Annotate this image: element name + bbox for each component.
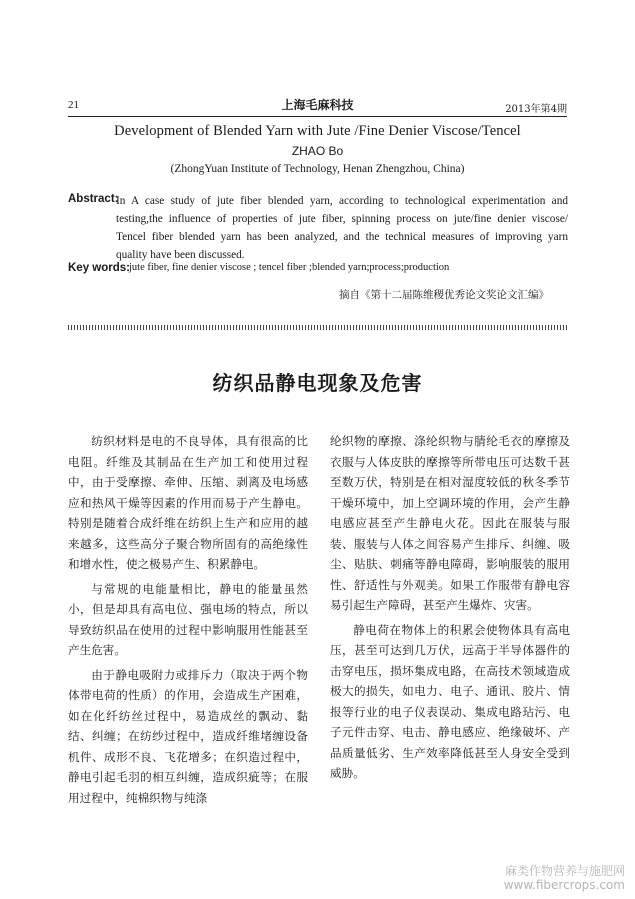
watermark-url: www.fibercrops.com [503, 878, 625, 892]
english-affiliation: (ZhongYuan Institute of Technology, Henan Zhengzhou, China) [170, 163, 465, 175]
left-column [68, 431, 308, 812]
abstract-text [116, 192, 568, 264]
right-column [330, 431, 570, 788]
abstract-label: Abstract: [68, 193, 119, 205]
header-rule [68, 116, 567, 117]
page-number: 21 [68, 99, 79, 111]
watermark-text: 麻类作物营养与施肥网 [504, 864, 625, 878]
paragraph: 纶织物的摩擦、涤纶织物与腈纶毛衣的摩擦及衣服与人体皮肤的摩擦等所带电压可达数千甚至数万伏，特别是在相对湿度较低的秋冬季节干燥环境中，加上空调环境的作用，会产生静电感应甚至产生静电火花。因此在服装与服装、服装与人体之间容易产生排斥、纠缠、吸尘、贴肤、刺痛等静电障碍，影响服装的服用性、舒适性与外观美。如果工作服带有静电容易引起生产障碍，甚至产生爆炸、灾害。 [330, 434, 570, 612]
journal-name: 上海毛麻科技 [281, 98, 354, 112]
abstract-line: quality have been discussed. [116, 249, 245, 261]
paragraph: 由于静电吸附力或排斥力（取决于两个物体带电荷的性质）的作用，会造成生产困难，如在化纤纺丝过程中，易造成丝的飘动、黏结、纠缠；在纺纱过程中，造成纤维堵缠设备机件、成形不良、飞花增多；在织造过程中，静电引起毛羽的相互纠缠，造成织疵等；在服用过程中，纯棉织物与纯涤 [68, 667, 308, 805]
english-title: Development of Blended Yarn with Jute /Fine Denier Viscose/Tencel [114, 123, 521, 139]
paragraph: 静电荷在物体上的积累会使物体具有高电压，甚至可达到几万伏，远高于半导体器件的击穿电压，损坏集成电路，在高技术领域造成极大的损失，如电力、电子、通讯、胶片、情报等行业的电子仪表误动、集成电路玷污、电子元件击穿、电击、静电感应、绝缘破坏、产品质量低劣、生产效率降低甚至人身安全受到威胁。 [330, 622, 570, 780]
article-title: 纺织品静电现象及危害 [212, 371, 423, 395]
abstract-line: testing,the influence of properties of jute fiber, spinning process on jute/fine denier viscose/ [116, 213, 568, 225]
abstract-line: In A case study of jute fiber blended yarn, according to technological experimentation and [116, 195, 568, 207]
paragraph: 与常规的电能量相比，静电的能量虽然小，但是却具有高电位、强电场的特点，所以导致纺织品在使用的过程中影响服用性能甚至产生危害。 [68, 581, 308, 657]
abstract-line: Tencel fiber blended yarn has been analyzed, and the technical measures of improving yarn [116, 231, 568, 243]
english-author: ZHAO Bo [291, 144, 344, 158]
source-note: 摘自《第十二届陈维稷优秀论文奖论文汇编》 [339, 289, 549, 301]
dotted-divider [68, 325, 567, 330]
issue-label: 2013年第4期 [505, 104, 567, 115]
keywords-text: jute fiber, fine denier viscose ; tencel fiber ;blended yarn;process;production [129, 262, 450, 273]
keywords-label: Key words: [68, 262, 130, 274]
paragraph: 纺织材料是电的不良导体，具有很高的比电阻。纤维及其制品在生产加工和使用过程中，由于受摩擦、牵伸、压缩、剥离及电场感应和热风干燥等因素的作用而易于产生静电。特别是随着合成纤维在纺织上生产和应用的越来越多，这些高分子聚合物所固有的高绝缘性和增水性，使之极易产生、积累静电。 [68, 434, 308, 571]
